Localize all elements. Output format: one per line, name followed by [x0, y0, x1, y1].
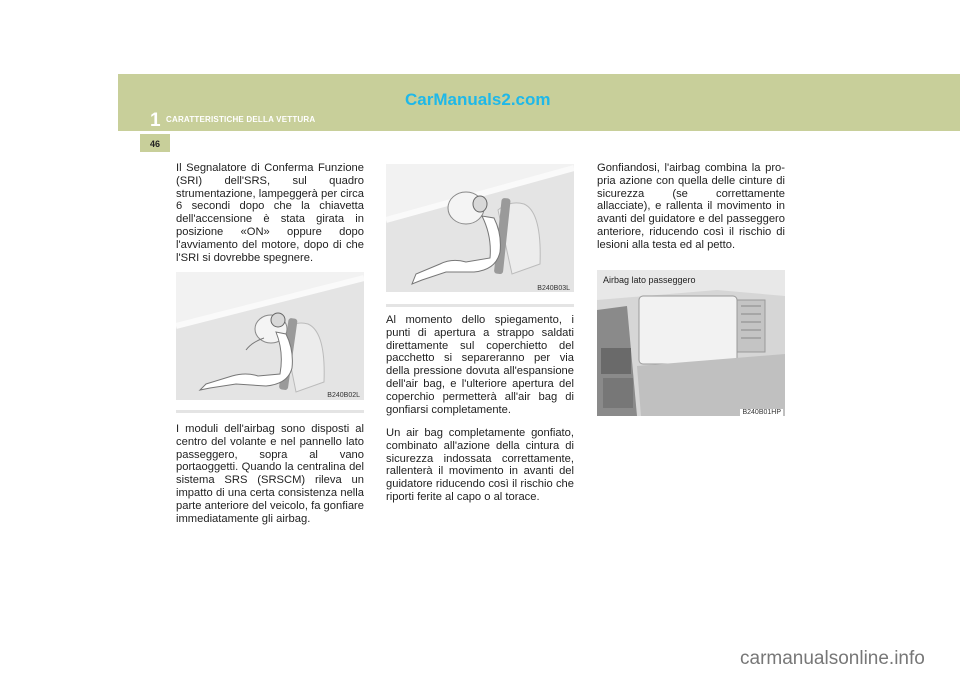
figure-airbag-deployment	[386, 164, 574, 307]
passenger-dashboard-illustration	[597, 270, 785, 416]
chapter-title: CARATTERISTICHE DELLA VETTURA	[166, 115, 316, 124]
figure-airbag-driver	[176, 272, 364, 413]
figure-label: B240B01HP	[742, 409, 781, 416]
airbag-deployment-illustration	[386, 164, 574, 304]
page-number: 46	[150, 139, 161, 149]
col2-paragraph-2: Un air bag completamente gonfiato, combinato all'azione della cintura di sicurezza indossata correttamente, rallenterà il movimento in avanti del guidatore riducendo così il rischio che riporti ferite al capo o al torace.	[386, 427, 574, 503]
figure-label: B240B02L	[327, 392, 360, 399]
chapter-number: 1	[150, 110, 161, 131]
watermark-top-link[interactable]: CarManuals2.com	[405, 90, 551, 109]
header-divider	[118, 131, 960, 133]
col1-paragraph-2: I moduli dell'airbag sono disposti al centro del volante e nel pannello lato passeggero, sopra al vano portaoggetti. Quando la centralina del sistema SRS (SRSCM) rileva un impatto di una certa consistenza nella parte anteriore del veicolo, fa gonfiare immediatamente gli airbag.	[176, 423, 364, 525]
figure-label: B240B03L	[537, 285, 570, 292]
col2-paragraph-1: Al momento dello spiegamento, i punti di apertura a strappo saldati direttamente sul coperchietto del pacchetto si separeranno per via della pressione dovuta all'espansione dell'air bag, e l'ulteriore apertura del coperchio permetterà all'air bag di gonfiarsi completamente.	[386, 314, 574, 416]
airbag-driver-illustration	[176, 272, 364, 410]
watermark-bottom-link[interactable]: carmanualsonline.info	[740, 648, 925, 669]
col1-paragraph-1: Il Segnalatore di Conferma Funzione (SRI) dell'SRS, sul quadro strumentazione, lampeggerà per circa 6 secondi dopo che la chiavetta dell'accensione è stata girata in posizione «ON» oppure dopo l'avviamento del motore, dopo di che l'SRI si dovrebbe spegnere.	[176, 162, 364, 264]
figure-caption: Airbag lato passeggero	[603, 275, 696, 285]
figure-passenger-airbag	[597, 270, 785, 416]
col3-paragraph-1: Gonfiandosi, l'airbag combina la pro-pria azione con quella delle cinture di sicurezza (se correttamente allacciate), e rallenta il movimento in avanti del guidatore e del passeggero anteriore, riducendo così il rischio di lesioni alla testa ed al petto.	[597, 162, 785, 251]
